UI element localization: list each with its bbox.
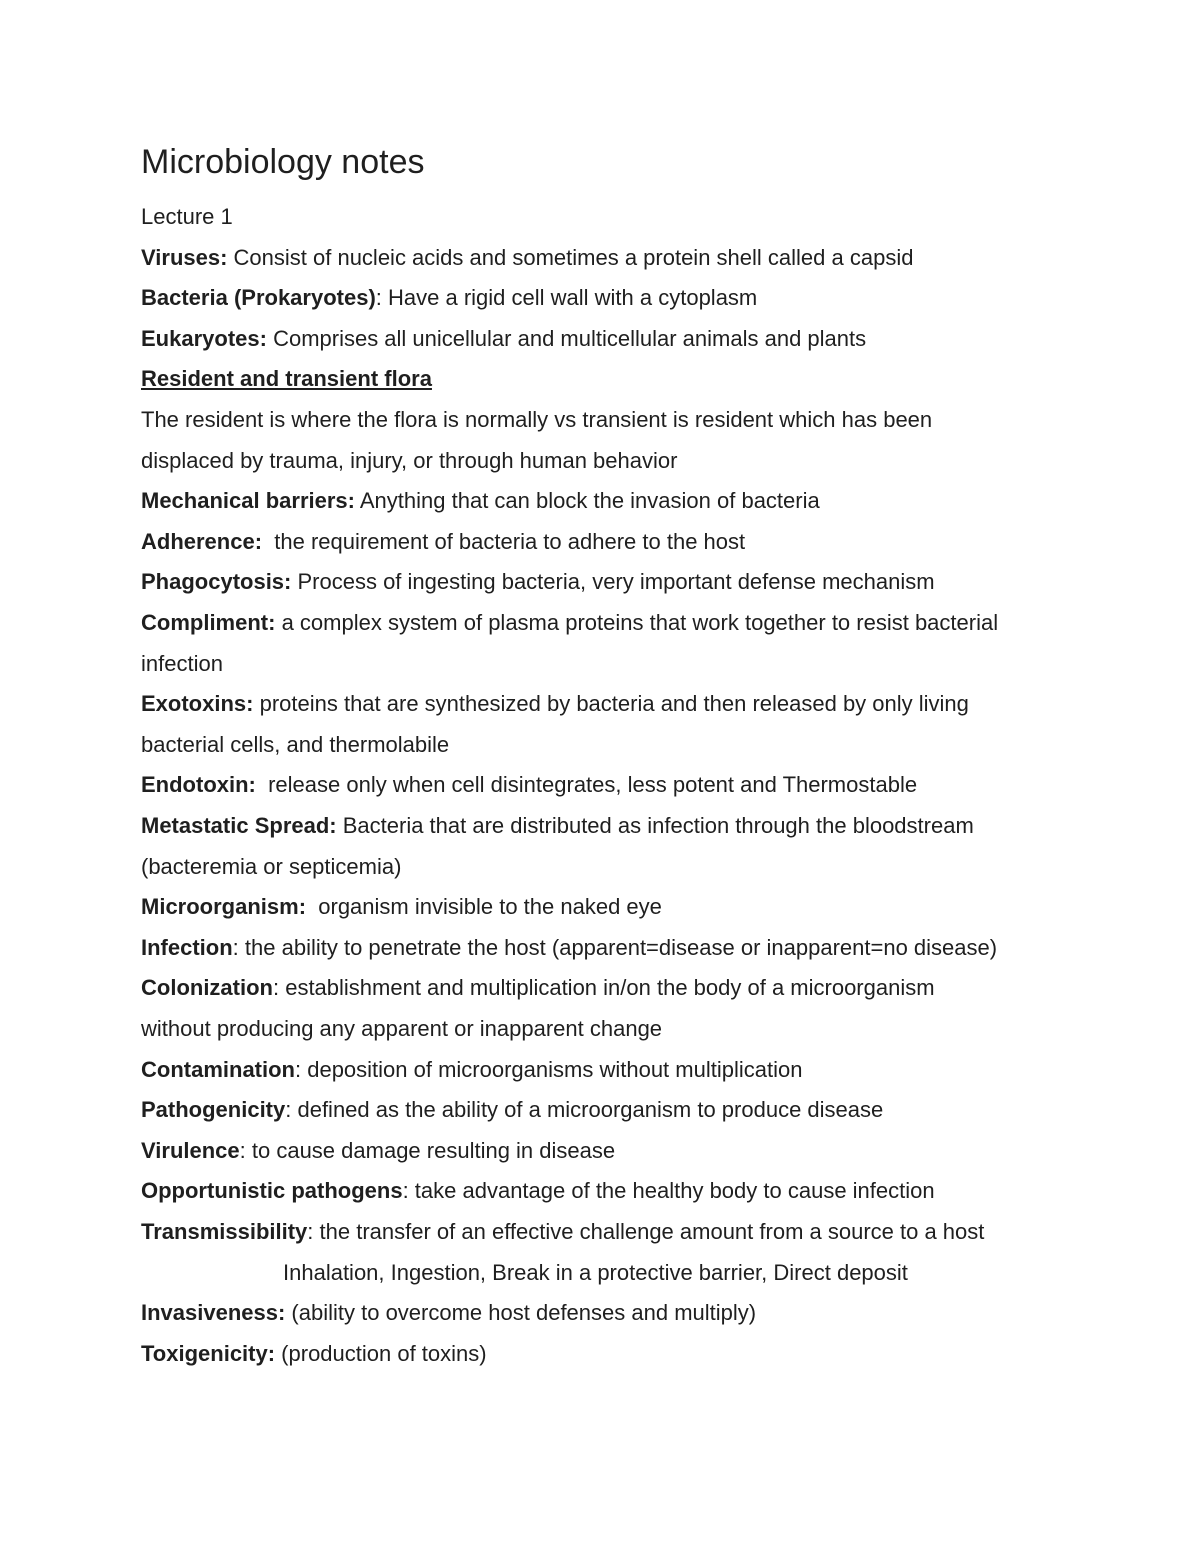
definition-text: : take advantage of the healthy body to cause infection	[402, 1178, 935, 1204]
definition-text: : deposition of microorganisms without multiplication	[295, 1056, 803, 1082]
definition-text: (bacteremia or septicemia)	[141, 853, 402, 879]
page-title: Microbiology notes	[141, 143, 425, 181]
term-label: Adherence:	[141, 528, 263, 554]
definition-text: Consist of nucleic acids and sometimes a protein shell called a capsid	[227, 244, 914, 270]
definition-text: : Have a rigid cell wall with a cytoplasm	[375, 285, 758, 311]
note-line	[141, 1176, 935, 1206]
note-line	[141, 770, 917, 800]
definition-text: : the ability to penetrate the host (apparent=disease or inapparent=no disease)	[232, 934, 998, 960]
term-label: Phagocytosis:	[141, 569, 292, 595]
section-heading	[141, 364, 432, 394]
note-line	[141, 567, 935, 597]
note-line	[141, 933, 997, 963]
definition-text: Bacteria that are distributed as infection through the bloodstream	[336, 813, 974, 838]
term-label: Viruses:	[141, 244, 228, 270]
note-line	[141, 1217, 984, 1247]
term-label: Eukaryotes:	[141, 325, 267, 351]
note-line	[283, 1258, 908, 1288]
note-line	[141, 1136, 615, 1166]
definition-text: proteins that are synthesized by bacteria and then released by only living	[253, 691, 969, 717]
note-line	[141, 689, 969, 719]
term-label: Endotoxin:	[141, 772, 256, 798]
term-label: Transmissibility	[141, 1219, 308, 1244]
note-line	[141, 811, 974, 841]
term-label: Metastatic Spread:	[141, 813, 337, 838]
definition-text: (production of toxins)	[275, 1340, 487, 1366]
definition-text: : establishment and multiplication in/on the body of a microorganism	[272, 975, 935, 1001]
definition-text: a complex system of plasma proteins that work together to resist bacterial	[275, 610, 999, 635]
note-line	[141, 243, 913, 273]
note-line	[141, 446, 677, 476]
term-label: Invasiveness:	[141, 1300, 286, 1326]
note-line	[141, 1298, 756, 1328]
definition-text: infection	[141, 650, 223, 676]
term-label: Pathogenicity	[141, 1097, 286, 1123]
term-label: Colonization	[141, 975, 273, 1001]
lecture-label: Lecture 1	[141, 204, 233, 229]
term-label: Virulence	[141, 1137, 240, 1163]
note-line	[141, 1339, 487, 1369]
note-line	[141, 527, 745, 557]
definition-text: the requirement of bacteria to adhere to the host	[262, 528, 746, 554]
note-line	[141, 486, 820, 516]
note-line	[141, 324, 866, 354]
definition-text: Inhalation, Ingestion, Break in a protective barrier, Direct deposit	[283, 1259, 908, 1285]
term-label: Microorganism:	[141, 894, 307, 920]
note-line	[141, 892, 662, 922]
section-heading-text: Resident and transient flora	[141, 366, 432, 392]
definition-text: displaced by trauma, injury, or through human behavior	[141, 447, 678, 473]
note-line	[141, 1014, 662, 1044]
term-label: Toxigenicity:	[141, 1340, 276, 1366]
definition-text: without producing any apparent or inapparent change	[141, 1016, 663, 1041]
note-line	[141, 730, 449, 760]
note-line	[141, 852, 401, 882]
definition-text: (ability to overcome host defenses and multiply)	[285, 1300, 757, 1326]
note-line	[141, 405, 932, 435]
definition-text: : defined as the ability of a microorganism to produce disease	[285, 1097, 884, 1123]
note-line	[141, 608, 998, 638]
term-label: Opportunistic pathogens	[141, 1178, 403, 1204]
note-line	[141, 1055, 802, 1085]
definition-text: : to cause damage resulting in disease	[239, 1137, 616, 1163]
term-label: Bacteria (Prokaryotes)	[141, 285, 376, 311]
note-line	[141, 649, 223, 679]
note-line	[141, 1095, 883, 1125]
term-label: Contamination	[141, 1056, 295, 1082]
note-line	[141, 283, 757, 313]
definition-text: Process of ingesting bacteria, very important defense mechanism	[291, 569, 935, 595]
note-line	[141, 973, 935, 1003]
term-label: Compliment:	[141, 610, 276, 635]
term-label: Exotoxins:	[141, 691, 254, 717]
term-label: Infection	[141, 934, 233, 960]
term-label: Mechanical barriers:	[141, 488, 355, 514]
definition-text: : the transfer of an effective challenge amount from a source to a host	[307, 1219, 985, 1244]
definition-text: Comprises all unicellular and multicellular animals and plants	[266, 325, 867, 351]
definition-text: release only when cell disintegrates, less potent and Thermostable	[255, 772, 918, 798]
definition-text: Anything that can block the invasion of bacteria	[354, 488, 820, 514]
definition-text: bacterial cells, and thermolabile	[141, 731, 450, 757]
definition-text: organism invisible to the naked eye	[306, 894, 662, 920]
definition-text: The resident is where the flora is normally vs transient is resident which has been	[141, 407, 933, 432]
